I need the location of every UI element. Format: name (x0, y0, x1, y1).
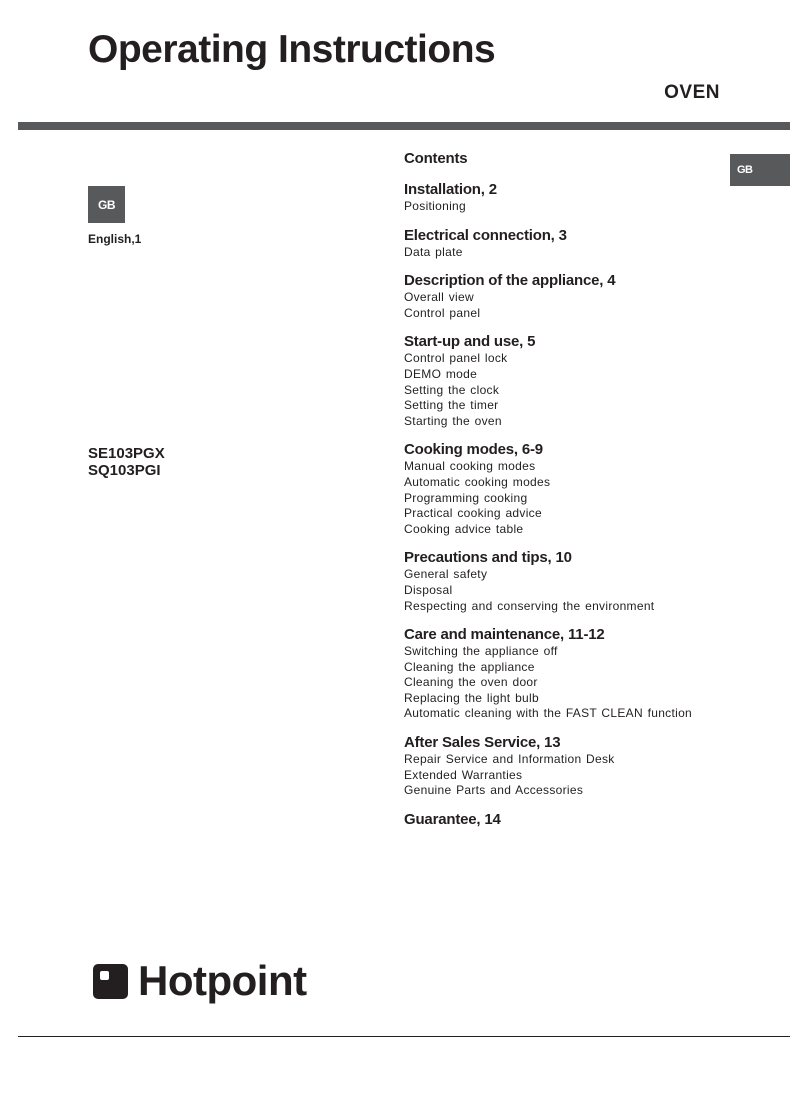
table-of-contents (404, 150, 784, 841)
section-item: Starting the oven (404, 413, 502, 428)
section-items (404, 567, 784, 614)
section-item: Manual cooking modes (404, 459, 536, 474)
section-items (404, 290, 784, 321)
section-title: Installation, 2 (404, 181, 497, 198)
section-items (404, 644, 784, 722)
section-title: Cooking modes, 6-9 (404, 441, 543, 459)
section-items (404, 245, 784, 261)
model-numbers (88, 445, 165, 479)
section-title: After Sales Service, 13 (404, 734, 561, 752)
contents-section (404, 734, 784, 799)
model-number: SE103PGX (88, 445, 165, 462)
section-item: Automatic cooking modes (404, 474, 551, 489)
section-item: Respecting and conserving the environment (404, 598, 655, 613)
model-number: SQ103PGI (88, 462, 161, 479)
page-title: Operating Instructions (88, 28, 496, 71)
footer-rule (18, 1036, 790, 1037)
section-title: Guarantee, 14 (404, 810, 501, 828)
contents-section (404, 333, 784, 429)
language-code-badge: GB (88, 186, 125, 223)
contents-section (404, 227, 784, 261)
section-item: Replacing the light bulb (404, 690, 539, 705)
section-item: Control panel (404, 305, 481, 320)
section-item: DEMO mode (404, 366, 478, 381)
section-item: Disposal (404, 582, 453, 597)
section-item: Cooking advice table (404, 521, 524, 536)
contents-section (404, 181, 784, 215)
section-item: Automatic cleaning with the FAST CLEAN function (404, 706, 693, 721)
section-item: Positioning (404, 199, 467, 213)
contents-section (404, 272, 784, 321)
section-items (404, 459, 784, 537)
language-tab: GB (730, 154, 790, 186)
section-item: Genuine Parts and Accessories (404, 783, 584, 798)
section-item: Extended Warranties (404, 767, 523, 782)
section-item: Repair Service and Information Desk (404, 752, 615, 767)
section-item: Control panel lock (404, 351, 508, 366)
section-title: Electrical connection, 3 (404, 226, 567, 244)
section-items (404, 752, 784, 799)
section-item: Programming cooking (404, 490, 528, 505)
contents-section (404, 811, 784, 829)
contents-section (404, 549, 784, 614)
section-title: Description of the appliance, 4 (404, 272, 616, 290)
contents-section (404, 441, 784, 537)
product-type: OVEN (664, 82, 720, 103)
brand-logo (93, 957, 307, 1004)
section-item: Data plate (404, 244, 463, 259)
contents-sections (404, 181, 784, 829)
section-title: Start-up and use, 5 (404, 333, 536, 351)
header-rule (18, 122, 790, 130)
language-label: English,1 (88, 232, 142, 246)
section-item: Cleaning the oven door (404, 675, 538, 690)
section-title: Precautions and tips, 10 (404, 549, 572, 567)
section-item: Cleaning the appliance (404, 659, 535, 674)
section-item: Overall view (404, 290, 474, 305)
contents-heading: Contents (404, 150, 468, 167)
section-item: Practical cooking advice (404, 506, 542, 521)
section-items (404, 351, 784, 429)
section-item: Setting the timer (404, 398, 499, 413)
contents-section (404, 626, 784, 722)
hotpoint-logo-icon (93, 964, 128, 999)
section-item: Switching the appliance off (404, 644, 558, 659)
section-title: Care and maintenance, 11-12 (404, 626, 605, 644)
brand-name: Hotpoint (138, 957, 307, 1004)
section-item: Setting the clock (404, 382, 500, 397)
section-item: General safety (404, 567, 488, 582)
section-items (404, 199, 784, 215)
